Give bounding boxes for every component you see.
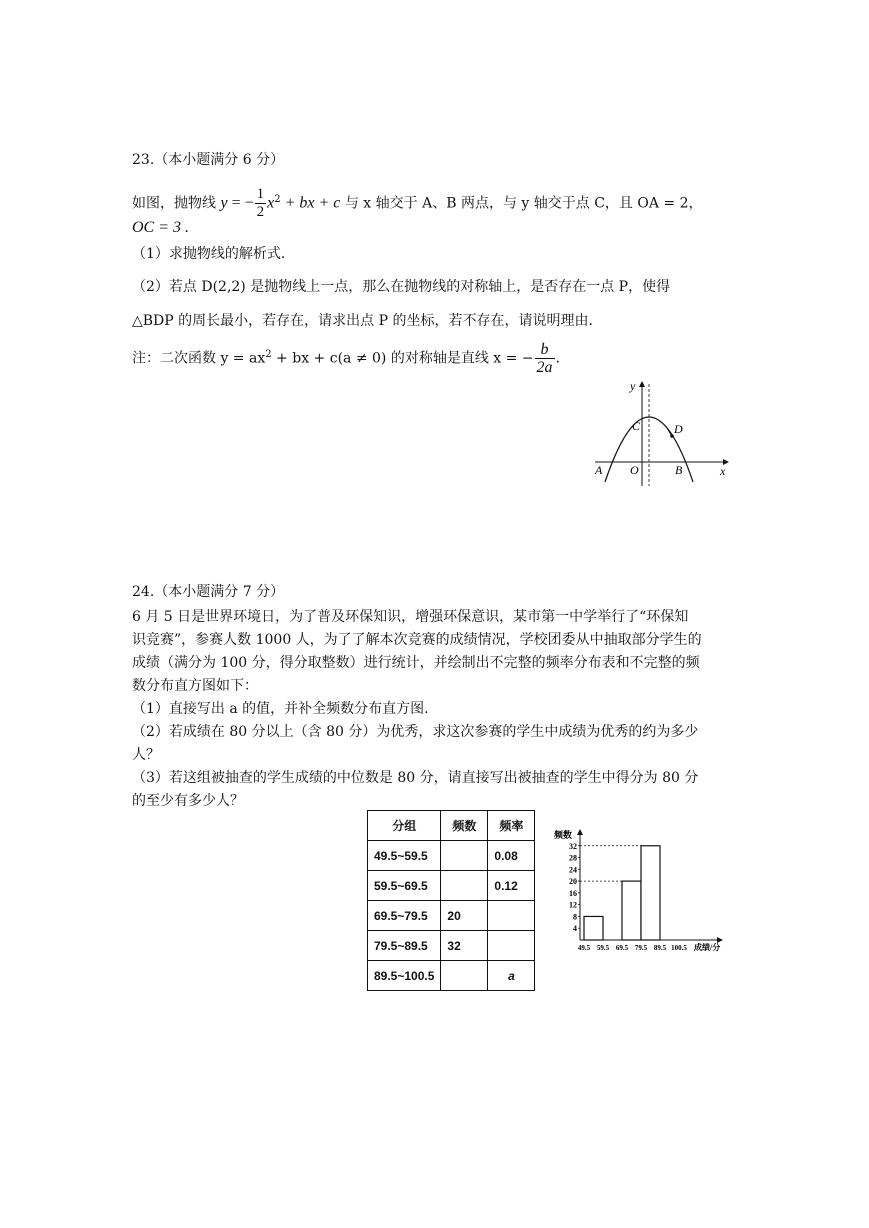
hist-bar <box>584 916 603 940</box>
frequency-table <box>367 810 535 991</box>
label-c: C <box>632 419 641 433</box>
label-a: A <box>595 463 603 477</box>
q24-p2: 识竞赛”，参赛人数 1000 人，为了了解本次竞赛的成绩情况，学校团委从中抽取部分学生的 <box>132 632 702 648</box>
label-d: D <box>674 422 683 436</box>
q24-part3a: （3）若这组被抽查的学生成绩的中位数是 80 分，请直接写出被抽查的学生中得分为 80 分 <box>132 770 699 786</box>
note-end: . <box>555 350 560 367</box>
cell-count: 20 <box>441 901 488 931</box>
parabola-figure <box>590 378 735 488</box>
hist-y-tick-label: 8 <box>573 912 577 922</box>
cell-count <box>441 841 488 871</box>
eq-x: x <box>267 194 275 212</box>
q24-part1: （1）直接写出 a 的值，并补全频数分布直方图. <box>132 701 429 717</box>
q23-part1: （1）求抛物线的解析式. <box>132 246 286 262</box>
table-row <box>368 901 535 931</box>
cell-count <box>441 961 488 991</box>
eq-tail: + bx + c <box>280 194 341 212</box>
hist-x-tick-label: 59.5 <box>596 944 610 952</box>
q23-intro <box>132 180 703 220</box>
hist-x-tick-label: 100.5 <box>671 944 687 952</box>
note-fraction <box>535 341 555 376</box>
hist-y-tick-label: 20 <box>569 877 577 887</box>
cell-rate <box>488 901 535 931</box>
eq-frac-den: 2 <box>256 204 265 221</box>
hist-y-tick-label: 16 <box>569 888 577 898</box>
q23-intro-tail: 与 x 轴交于 A、B 两点，与 y 轴交于点 C，且 OA = 2， <box>344 195 703 212</box>
hist-y-tick-label: 12 <box>569 900 577 910</box>
q24-p4: 数分布直方图如下： <box>132 678 258 694</box>
q24-part2a: （2）若成绩在 80 分以上（含 80 分）为优秀，求这次参赛的学生中成绩为优秀的约为多少 <box>132 724 699 740</box>
hist-bar <box>622 881 641 940</box>
q23-title: 23.（本小题满分 6 分） <box>132 152 285 168</box>
note-lead: 注：二次函数 y = ax <box>132 350 266 367</box>
header-count: 频数 <box>441 811 488 841</box>
table-row <box>368 871 535 901</box>
note-frac-num: b <box>535 341 555 359</box>
label-o: O <box>630 463 639 477</box>
table-row <box>368 841 535 871</box>
cell-group: 69.5~79.5 <box>368 901 441 931</box>
cell-count: 32 <box>441 931 488 961</box>
header-rate: 频率 <box>488 811 535 841</box>
note-frac-den: 2a <box>536 359 553 377</box>
hist-y-label: 频数 <box>554 830 573 840</box>
cell-count <box>441 871 488 901</box>
hist-y-tick-label: 24 <box>569 865 577 875</box>
eq-frac-num: 1 <box>256 186 265 203</box>
header-group: 分组 <box>368 811 441 841</box>
hist-x-tick-label: 79.5 <box>634 944 648 952</box>
q23-part2a: （2）若点 D(2,2) 是抛物线上一点，那么在抛物线的对称轴上，是否存在一点 P，使得 <box>132 279 671 295</box>
cell-rate: a <box>488 961 535 991</box>
q23-intro-lead: 如图，抛物线 <box>132 195 216 212</box>
q24-part3b: 的至少有多少人？ <box>132 793 244 809</box>
note-sup: 2 <box>265 349 272 360</box>
hist-y-tick-label: 32 <box>569 841 577 851</box>
frequency-histogram <box>552 822 737 962</box>
eq-equals: = − <box>227 194 254 212</box>
table-row <box>368 931 535 961</box>
hist-x-tick-label: 69.5 <box>615 944 629 952</box>
q24-title: 24.（本小题满分 7 分） <box>132 584 285 600</box>
q23-part2b: △BDP 的周长最小，若存在，请求出点 P 的坐标，若不存在，请说明理由. <box>132 313 593 329</box>
cell-group: 49.5~59.5 <box>368 841 441 871</box>
cell-rate: 0.12 <box>488 871 535 901</box>
q24-p3: 成绩（满分为 100 分，得分取整数）进行统计，并绘制出不完整的频率分布表和不完整的频 <box>132 655 700 671</box>
q23-note <box>132 335 560 375</box>
hist-x-tick-label: 89.5 <box>653 944 667 952</box>
label-b: B <box>675 463 683 477</box>
cell-rate: 0.08 <box>488 841 535 871</box>
cell-group: 79.5~89.5 <box>368 931 441 961</box>
table-header-row <box>368 811 535 841</box>
table-row <box>368 961 535 991</box>
hist-x-label: 成绩/分 <box>694 943 721 952</box>
label-x: x <box>720 464 726 478</box>
q24-part2b: 人？ <box>132 747 160 763</box>
q23-oc: OC = 3 . <box>132 219 190 236</box>
hist-y-tick-label: 28 <box>569 853 577 863</box>
eq-fraction <box>255 186 267 221</box>
cell-group: 59.5~69.5 <box>368 871 441 901</box>
hist-y-tick-label: 4 <box>573 924 577 934</box>
hist-bar <box>641 846 660 940</box>
eq-sup: 2 <box>274 194 281 205</box>
cell-group: 89.5~100.5 <box>368 961 441 991</box>
q24-p1: 6 月 5 日是世界环境日，为了普及环保知识，增强环保意识，某市第一中学举行了“环保知 <box>132 609 689 625</box>
hist-x-tick-label: 49.5 <box>577 944 591 952</box>
cell-rate <box>488 931 535 961</box>
label-y: y <box>630 379 636 393</box>
eq-y: y <box>220 194 228 212</box>
note-mid: + bx + c(a ≠ 0) 的对称轴是直线 x = − <box>271 350 534 367</box>
